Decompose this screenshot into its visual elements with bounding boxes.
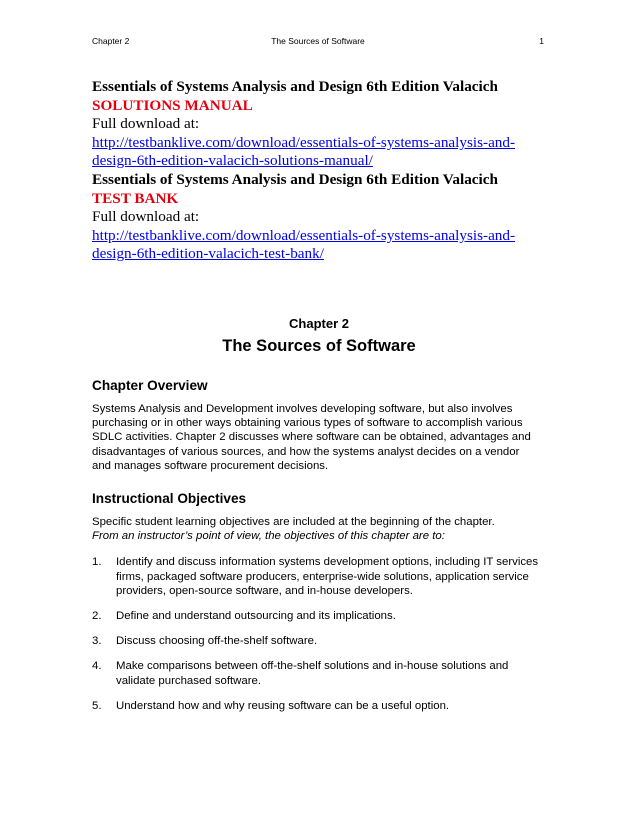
solutions-link-line-1[interactable]: http://testbanklive.com/download/essentials-of-systems-analysis-and-: [92, 133, 516, 151]
list-item-number: 1.: [92, 556, 102, 569]
promo-download-text-testbank: Full download at:: [92, 208, 200, 226]
list-item: [92, 699, 552, 713]
header-title: The Sources of Software: [271, 36, 365, 46]
overview-paragraph: [92, 402, 552, 473]
header-page-number: 1: [539, 36, 544, 46]
test-bank-link[interactable]: [92, 227, 552, 246]
list-item-number: 4.: [92, 660, 102, 673]
download-promo: [92, 78, 552, 264]
solutions-manual-link[interactable]: [92, 134, 552, 153]
overview-line: disadvantages of various sources, and how the systems analyst decides on a vendor: [92, 445, 520, 458]
chapter-label: Chapter 2: [289, 316, 349, 331]
promo-label-solutions: SOLUTIONS MANUAL: [92, 96, 253, 114]
list-item: [92, 659, 552, 687]
overview-line: Systems Analysis and Development involves developing software, but also involves: [92, 403, 513, 415]
testbank-link-line-1[interactable]: http://testbanklive.com/download/essentials-of-systems-analysis-and-: [92, 226, 516, 244]
list-item-text: providers, open-source software, and in-house developers.: [116, 584, 413, 597]
solutions-link-line-2[interactable]: design-6th-edition-valacich-solutions-manual/: [92, 152, 373, 170]
list-item-number: 5.: [92, 699, 102, 712]
overview-line: purchasing or in other ways obtaining various types of software to accomplish various: [92, 417, 523, 430]
running-header: [92, 36, 544, 50]
overview-line: and manages software procurement decisions.: [92, 459, 329, 472]
list-item: [92, 609, 552, 623]
promo-download-text-solutions: Full download at:: [92, 115, 200, 133]
promo-title-solutions: Essentials of Systems Analysis and Design 6th Edition Valacich: [92, 78, 498, 95]
chapter-title: The Sources of Software: [222, 337, 416, 355]
overview-heading: Chapter Overview: [92, 378, 208, 393]
list-item-text: Define and understand outsourcing and its implications.: [116, 610, 396, 623]
objectives-heading: Instructional Objectives: [92, 491, 247, 507]
objectives-section: [92, 491, 552, 713]
list-item-text: Make comparisons between off-the-shelf solutions and in-house solutions and: [116, 660, 509, 673]
objectives-intro-italic: From an instructor’s point of view, the objectives of this chapter are to:: [92, 530, 445, 543]
list-item-number: 2.: [92, 610, 102, 623]
overview-section: [92, 378, 552, 473]
chapter-content: [92, 378, 552, 724]
solutions-manual-link-cont[interactable]: [92, 152, 552, 171]
objectives-intro: [92, 515, 552, 543]
list-item-text: Discuss choosing off-the-shelf software.: [116, 635, 318, 648]
list-item: [92, 634, 552, 648]
list-item-text: validate purchased software.: [116, 674, 261, 687]
testbank-link-line-2[interactable]: design-6th-edition-valacich-test-bank/: [92, 245, 324, 263]
list-item-number: 3.: [92, 635, 102, 648]
list-item: [92, 555, 552, 598]
list-item-text: Identify and discuss information systems development options, including IT services: [116, 556, 539, 569]
list-item-text: firms, packaged software producers, enterprise-wide solutions, application service: [116, 570, 529, 583]
list-item-text: Understand how and why reusing software can be a useful option.: [116, 699, 450, 712]
promo-label-testbank: TEST BANK: [92, 189, 179, 207]
test-bank-link-cont[interactable]: [92, 245, 552, 264]
overview-line: SDLC activities. Chapter 2 discusses where software can be obtained, advantages and: [92, 431, 531, 444]
objectives-intro-text: Specific student learning objectives are included at the beginning of the chapter.: [92, 516, 495, 529]
objectives-list: [92, 555, 552, 713]
promo-title-testbank: Essentials of Systems Analysis and Design 6th Edition Valacich: [92, 170, 498, 188]
header-chapter: Chapter 2: [92, 36, 130, 46]
